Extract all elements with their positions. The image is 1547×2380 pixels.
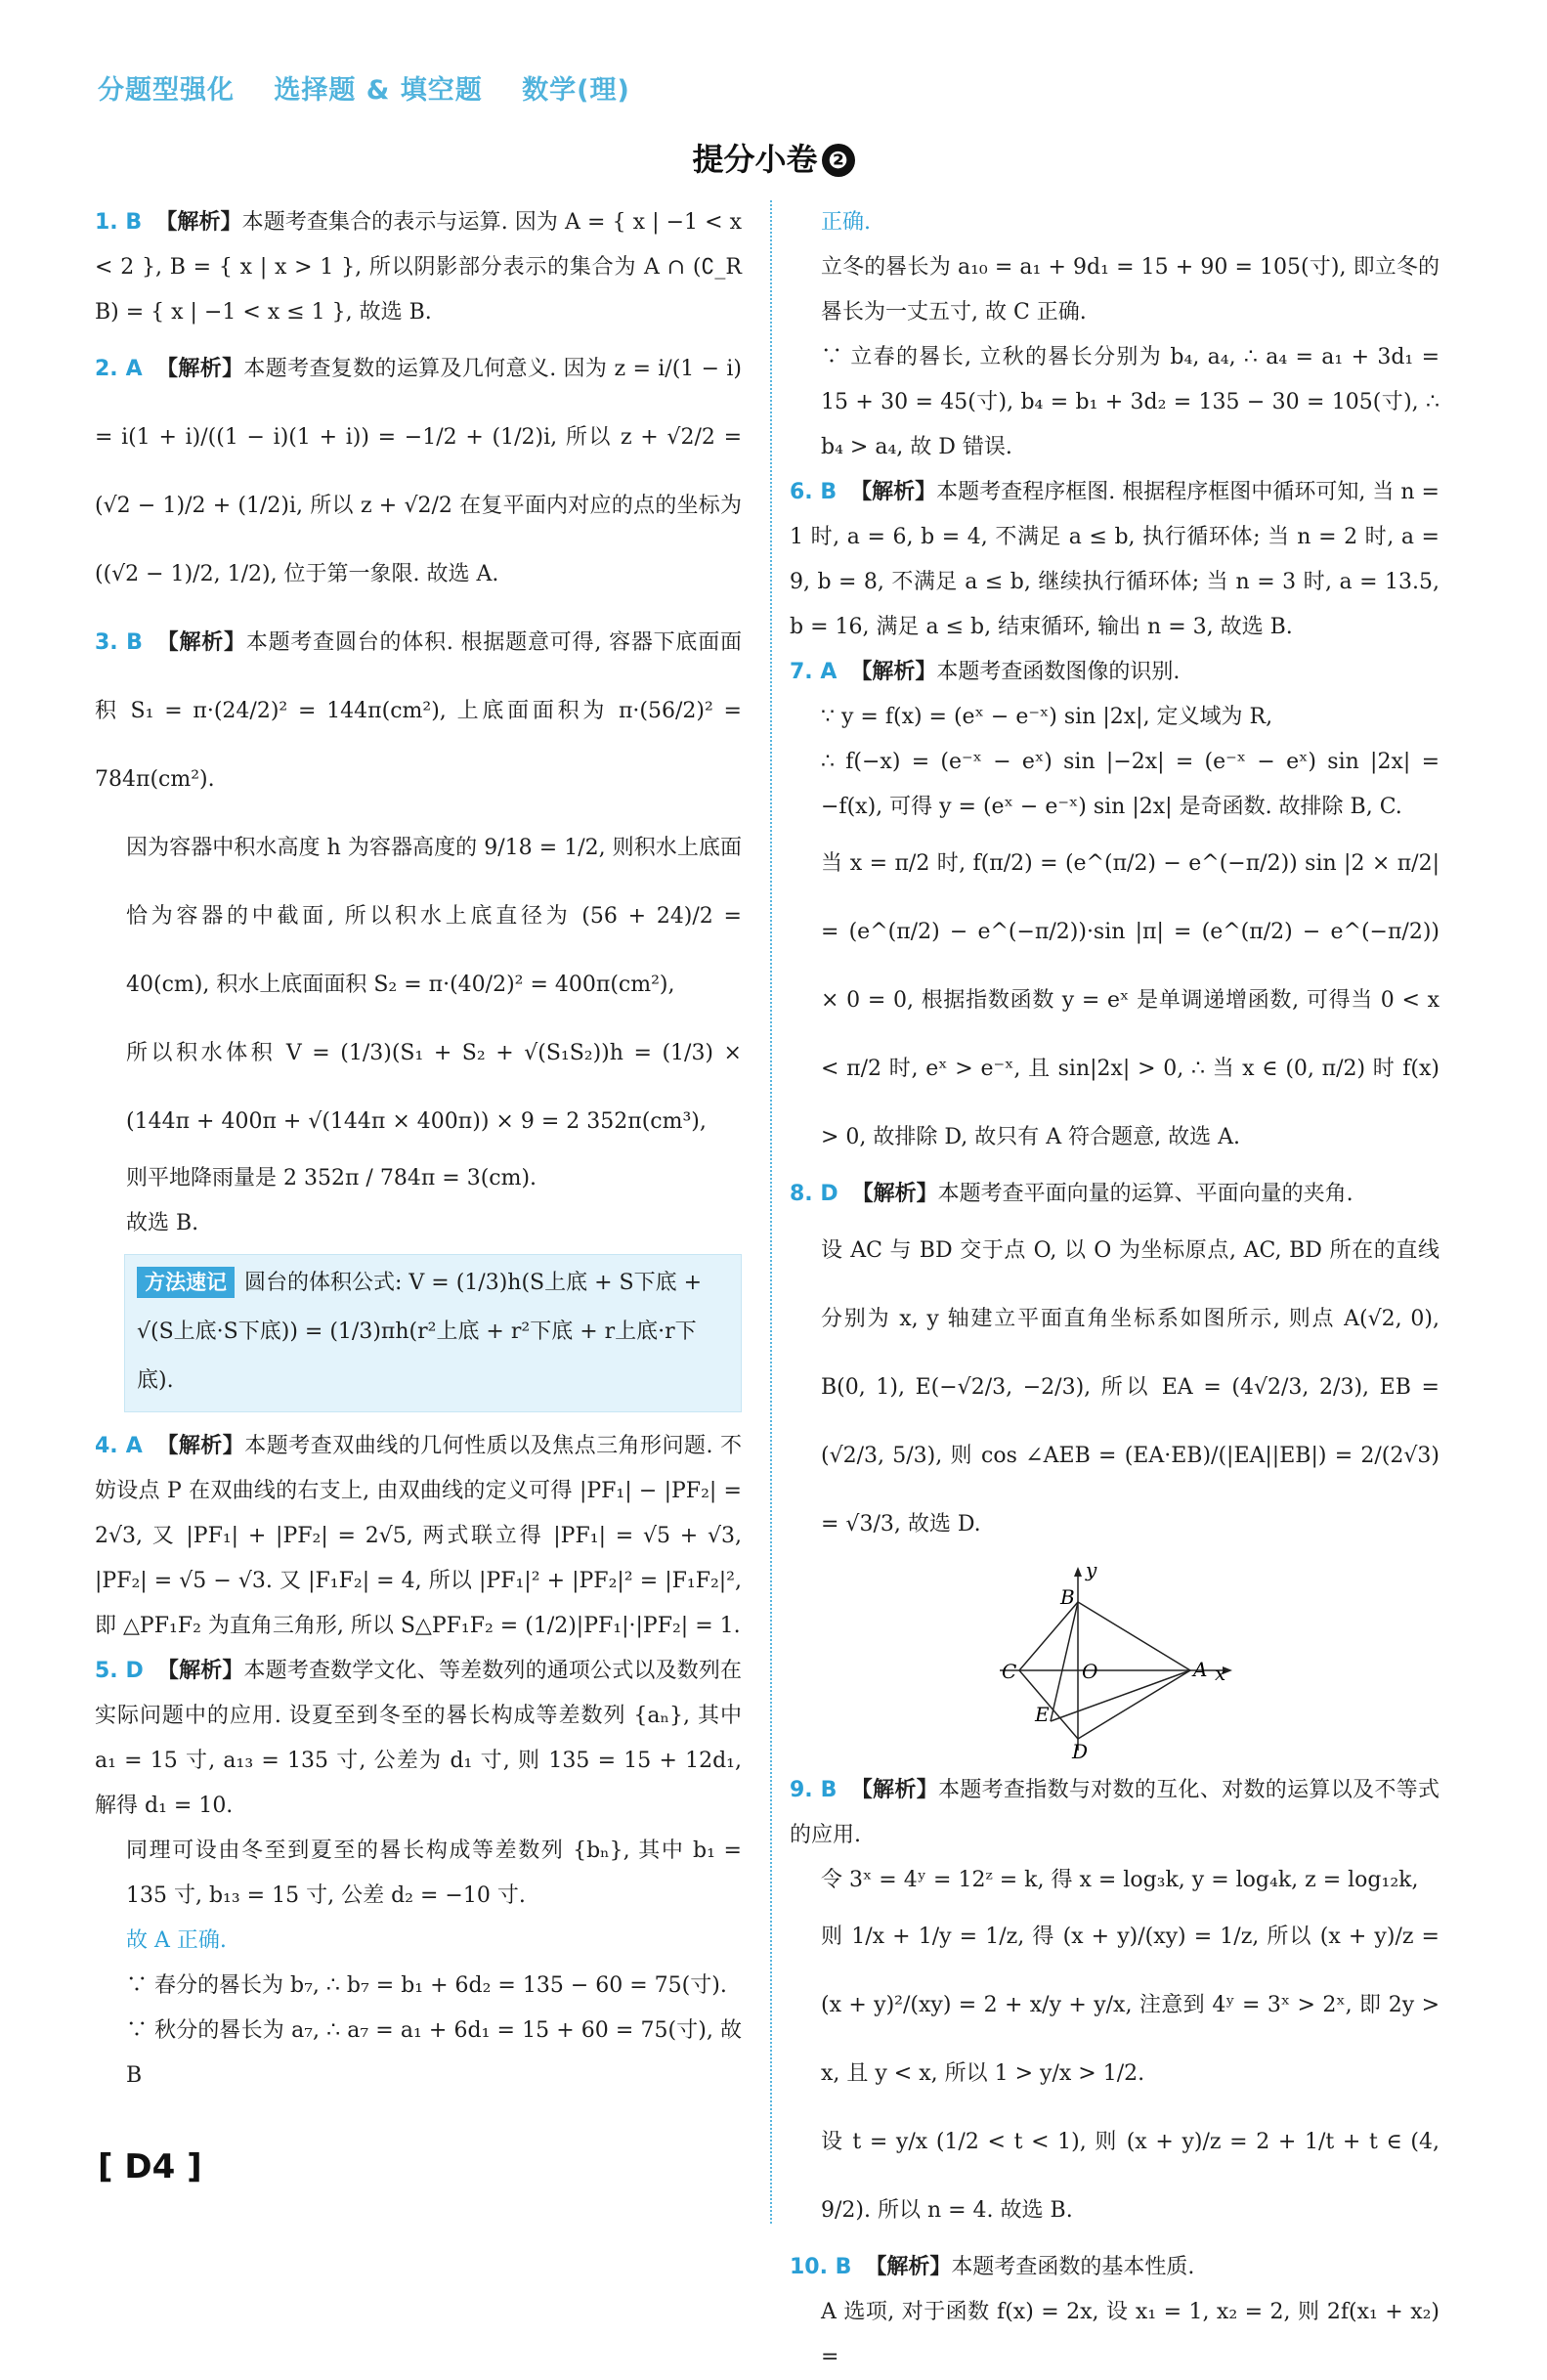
column-divider <box>770 200 772 2224</box>
answer-5-continued <box>790 200 1440 470</box>
y-axis-arrow-icon <box>1074 1567 1082 1577</box>
answer-text: 本题考查复数的运算及几何意义. 因为 z = i/(1 − i) = i(1 + i)/((1 − i)(1 + i)) = −1/2 + (1/2)i, 所以 z + √2/2 = (√2 − 1)/2 + (1/2)i, 所以 z + √2/2 在复平面内对应的点的坐标为 ((√2 − 1)/2, 1/2), 位于第一象限. 故选 A. <box>95 357 742 586</box>
label-D: D <box>1072 1740 1089 1760</box>
coordinate-diagram <box>990 1565 1244 1760</box>
answer-4 <box>95 1424 742 1649</box>
answer-text: 本题考查圆台的体积. 根据题意可得, 容器下底面面积 S₁ = π·(24/2)² = 144π(cm²), 上底面面积为 π·(56/2)² = 784π(cm²). <box>95 630 742 792</box>
answer-text: ∵ 秋分的晷长为 a₇, ∴ a₇ = a₁ + 6d₁ = 15 + 60 = 75(寸), 故 B <box>126 2018 742 2088</box>
answer-6 <box>790 470 1440 650</box>
answer-2 <box>95 335 742 609</box>
label-E: E <box>1035 1703 1050 1726</box>
answer-text: 本题考查函数的基本性质. <box>951 2255 1195 2279</box>
answer-text: 所以积水体积 V = (1/3)(S₁ + S₂ + √(S₁S₂))h = (1/3) × (144π + 400π + √(144π × 400π)) × 9 = 2 352π(cm³), <box>126 1041 742 1134</box>
answer-text: 设 AC 与 BD 交于点 O, 以 O 为坐标原点, AC, BD 所在的直线分别为 x, y 轴建立平面直角坐标系如图所示, 则点 A(√2, 0), B(0, 1), E(−√2/3, −2/3), 所以 EA = (4√2/3, 2/3), EB = (√2/3, 5/3), 则 cos ∠AEB = (EA·EB)/(|EA||EB|) = 2/(2√3) = √3/3, 故选 D. <box>821 1238 1440 1536</box>
answer-number: 5. D <box>95 1659 144 1683</box>
analysis-tag: 【解析】 <box>865 2255 952 2279</box>
answer-text: 本题考查程序框图. 根据程序框图中循环可知, 当 n = 1 时, a = 6, b = 4, 不满足 a ≤ b, 执行循环体; 当 n = 2 时, a = 9, b = 8, 不满足 a ≤ b, 继续执行循环体; 当 n = 3 时, a = 13.5, b = 16, 满足 a ≤ b, 结束循环, 输出 n = 3, 故选 B. <box>790 480 1440 639</box>
answer-text: ∵ 立春的晷长, 立秋的晷长分别为 b₄, a₄, ∴ a₄ = a₁ + 3d₁ = 15 + 30 = 45(寸), b₄ = b₁ + 3d₂ = 135 − 30 = 105(寸), ∴ b₄ > a₄, 故 D 错误. <box>821 345 1440 459</box>
page-header <box>98 68 660 107</box>
analysis-tag: 【解析】 <box>851 1182 938 1206</box>
answer-text: 本题考查集合的表示与运算. 因为 A = { x | −1 < x < 2 }, B = { x | x > 1 }, 所以阴影部分表示的集合为 A ∩ (∁_R B) = { x | −1 < x ≤ 1 }, 故选 B. <box>95 210 743 325</box>
analysis-tag: 【解析】 <box>155 1434 245 1458</box>
header-series: 分题型强化 <box>98 75 235 106</box>
answer-text: 故 A 正确. <box>126 1928 227 1953</box>
answer-number: 10. B <box>790 2255 852 2279</box>
label-y: y <box>1086 1565 1097 1581</box>
analysis-tag: 【解析】 <box>850 480 937 504</box>
answer-text: ∵ 春分的晷长为 b₇, ∴ b₇ = b₁ + 6d₂ = 135 − 60 = 75(寸). <box>126 1973 727 1998</box>
answer-text: 本题考查平面向量的运算、平面向量的夹角. <box>937 1182 1354 1206</box>
answer-number: 9. B <box>790 1778 838 1802</box>
answer-text: 本题考查双曲线的几何性质以及焦点三角形问题. 不妨设点 P 在双曲线的右支上, 由双曲线的定义可得 |PF₁| − |PF₂| = 2√3, 又 |PF₁| + |PF₂| = 2√5, 两式联立得 |PF₁| = √5 + √3, |PF₂| = √5 − √3. 又 |F₁F₂| = 4, 所以 |PF₁|² + |PF₂|² = |F₁F₂|², 即 △PF₁F₂ 为直角三角形, 所以 S△PF₁F₂ = (1/2)|PF₁|·|PF₂| = 1. <box>95 1434 742 1638</box>
answer-text: 设 t = y/x (1/2 < t < 1), 则 (x + y)/z = 2 + 1/t + t ∈ (4, 9/2). 所以 n = 4. 故选 B. <box>821 2130 1440 2223</box>
answer-number: 1. B <box>95 210 143 235</box>
answer-3 <box>95 609 742 1246</box>
answer-5 <box>95 1649 742 2099</box>
answer-9 <box>790 1768 1440 2245</box>
answer-text: 因为容器中积水高度 h 为容器高度的 9/18 = 1/2, 则积水上底面恰为容器的中截面, 所以积水上底直径为 (56 + 24)/2 = 40(cm), 积水上底面面积 S₂ = π·(40/2)² = 400π(cm²), <box>126 836 742 997</box>
answer-1 <box>95 200 742 335</box>
method-note-box <box>124 1254 742 1412</box>
answer-text: 则平地降雨量是 2 352π / 784π = 3(cm). <box>126 1166 537 1190</box>
label-O: O <box>1082 1660 1098 1683</box>
left-column <box>95 200 742 2099</box>
answer-10 <box>790 2245 1440 2380</box>
answer-text: 则 1/x + 1/y = 1/z, 得 (x + y)/(xy) = 1/z, 所以 (x + y)/z = (x + y)²/(xy) = 2 + x/y + y/x, 注意到 4ʸ = 3ˣ > 2ˣ, 即 2y > x, 且 y < x, 所以 1 > y/x > 1/2. <box>821 1925 1440 2086</box>
header-subject: 数学(理) <box>522 75 630 106</box>
answer-number: 6. B <box>790 480 838 504</box>
analysis-tag: 【解析】 <box>155 357 244 381</box>
method-text: 圆台的体积公式: V = (1/3)h(S上底 + S下底 + √(S上底·S下底)) = (1/3)πh(r²上底 + r²下底 + r上底·r下底). <box>137 1271 703 1393</box>
answer-text: ∴ f(−x) = (e⁻ˣ − eˣ) sin |−2x| = (e⁻ˣ − eˣ) sin |2x| = −f(x), 可得 y = (eˣ − e⁻ˣ) sin |2x| 是奇函数. 故排除 B, C. <box>821 750 1440 819</box>
segment-EB <box>1051 1602 1078 1721</box>
answer-number: 2. A <box>95 357 143 381</box>
analysis-tag: 【解析】 <box>156 1659 244 1683</box>
label-B: B <box>1060 1585 1075 1609</box>
analysis-tag: 【解析】 <box>850 660 937 684</box>
answer-number: 8. D <box>790 1182 838 1206</box>
answer-8 <box>790 1172 1440 1559</box>
header-section: 选择题 & 填空题 <box>274 75 483 106</box>
answer-text: 当 x = π/2 时, f(π/2) = (e^(π/2) − e^(−π/2)) sin |2 × π/2| = (e^(π/2) − e^(−π/2))·sin |π| = (e^(π/2) − e^(−π/2)) × 0 = 0, 根据指数函数 y = eˣ 是单调递增函数, 可得当 0 < x < π/2 时, eˣ > e⁻ˣ, 且 sin|2x| > 0, ∴ 当 x ∈ (0, π/2) 时 f(x) > 0, 故排除 D, 故只有 A 符合题意, 故选 A. <box>821 851 1440 1149</box>
answer-text: 同理可设由冬至到夏至的晷长构成等差数列 {bₙ}, 其中 b₁ = 135 寸, b₁₃ = 15 寸, 公差 d₂ = −10 寸. <box>126 1839 742 1908</box>
page-number: [ D4 ] <box>98 2147 202 2186</box>
answer-text: ∵ y = f(x) = (eˣ − e⁻ˣ) sin |2x|, 定义域为 R, <box>821 705 1273 729</box>
answer-number: 7. A <box>790 660 838 684</box>
answer-number: 3. B <box>95 630 143 655</box>
answer-text: 令 3ˣ = 4ʸ = 12ᶻ = k, 得 x = log₃k, y = log₄k, z = log₁₂k, <box>821 1868 1419 1892</box>
page-title <box>0 135 1547 180</box>
label-A: A <box>1193 1658 1208 1681</box>
method-label: 方法速记 <box>137 1267 235 1298</box>
label-C: C <box>1002 1660 1017 1683</box>
analysis-tag: 【解析】 <box>155 210 242 235</box>
answer-number: 4. A <box>95 1434 143 1458</box>
analysis-tag: 【解析】 <box>155 630 246 655</box>
vector-figure <box>790 1565 1440 1760</box>
answer-text: 本题考查指数与对数的互化、对数的运算以及不等式的应用. <box>790 1778 1440 1847</box>
answer-text: 立冬的晷长为 a₁₀ = a₁ + 9d₁ = 15 + 90 = 105(寸), 即立冬的晷长为一丈五寸, 故 C 正确. <box>821 255 1440 325</box>
title-number: ❷ <box>822 144 855 177</box>
answer-7 <box>790 650 1440 1172</box>
analysis-tag: 【解析】 <box>850 1778 939 1802</box>
answer-text: A 选项, 对于函数 f(x) = 2x, 设 x₁ = 1, x₂ = 2, 则 2f(x₁ + x₂) = <box>821 2300 1440 2369</box>
answer-text: 正确. <box>821 210 871 235</box>
title-text: 提分小卷 <box>692 141 818 178</box>
answer-text: 本题考查函数图像的识别. <box>936 660 1181 684</box>
right-column <box>790 200 1440 2380</box>
label-x: x <box>1215 1662 1226 1685</box>
answer-text: 故选 B. <box>126 1211 199 1235</box>
answer-text: 本题考查数学文化、等差数列的通项公式以及数列在实际问题中的应用. 设夏至到冬至的晷长构成等差数列 {aₙ}, 其中 a₁ = 15 寸, a₁₃ = 135 寸, 公差为 d₁ 寸, 则 135 = 15 + 12d₁, 解得 d₁ = 10. <box>95 1659 742 1818</box>
